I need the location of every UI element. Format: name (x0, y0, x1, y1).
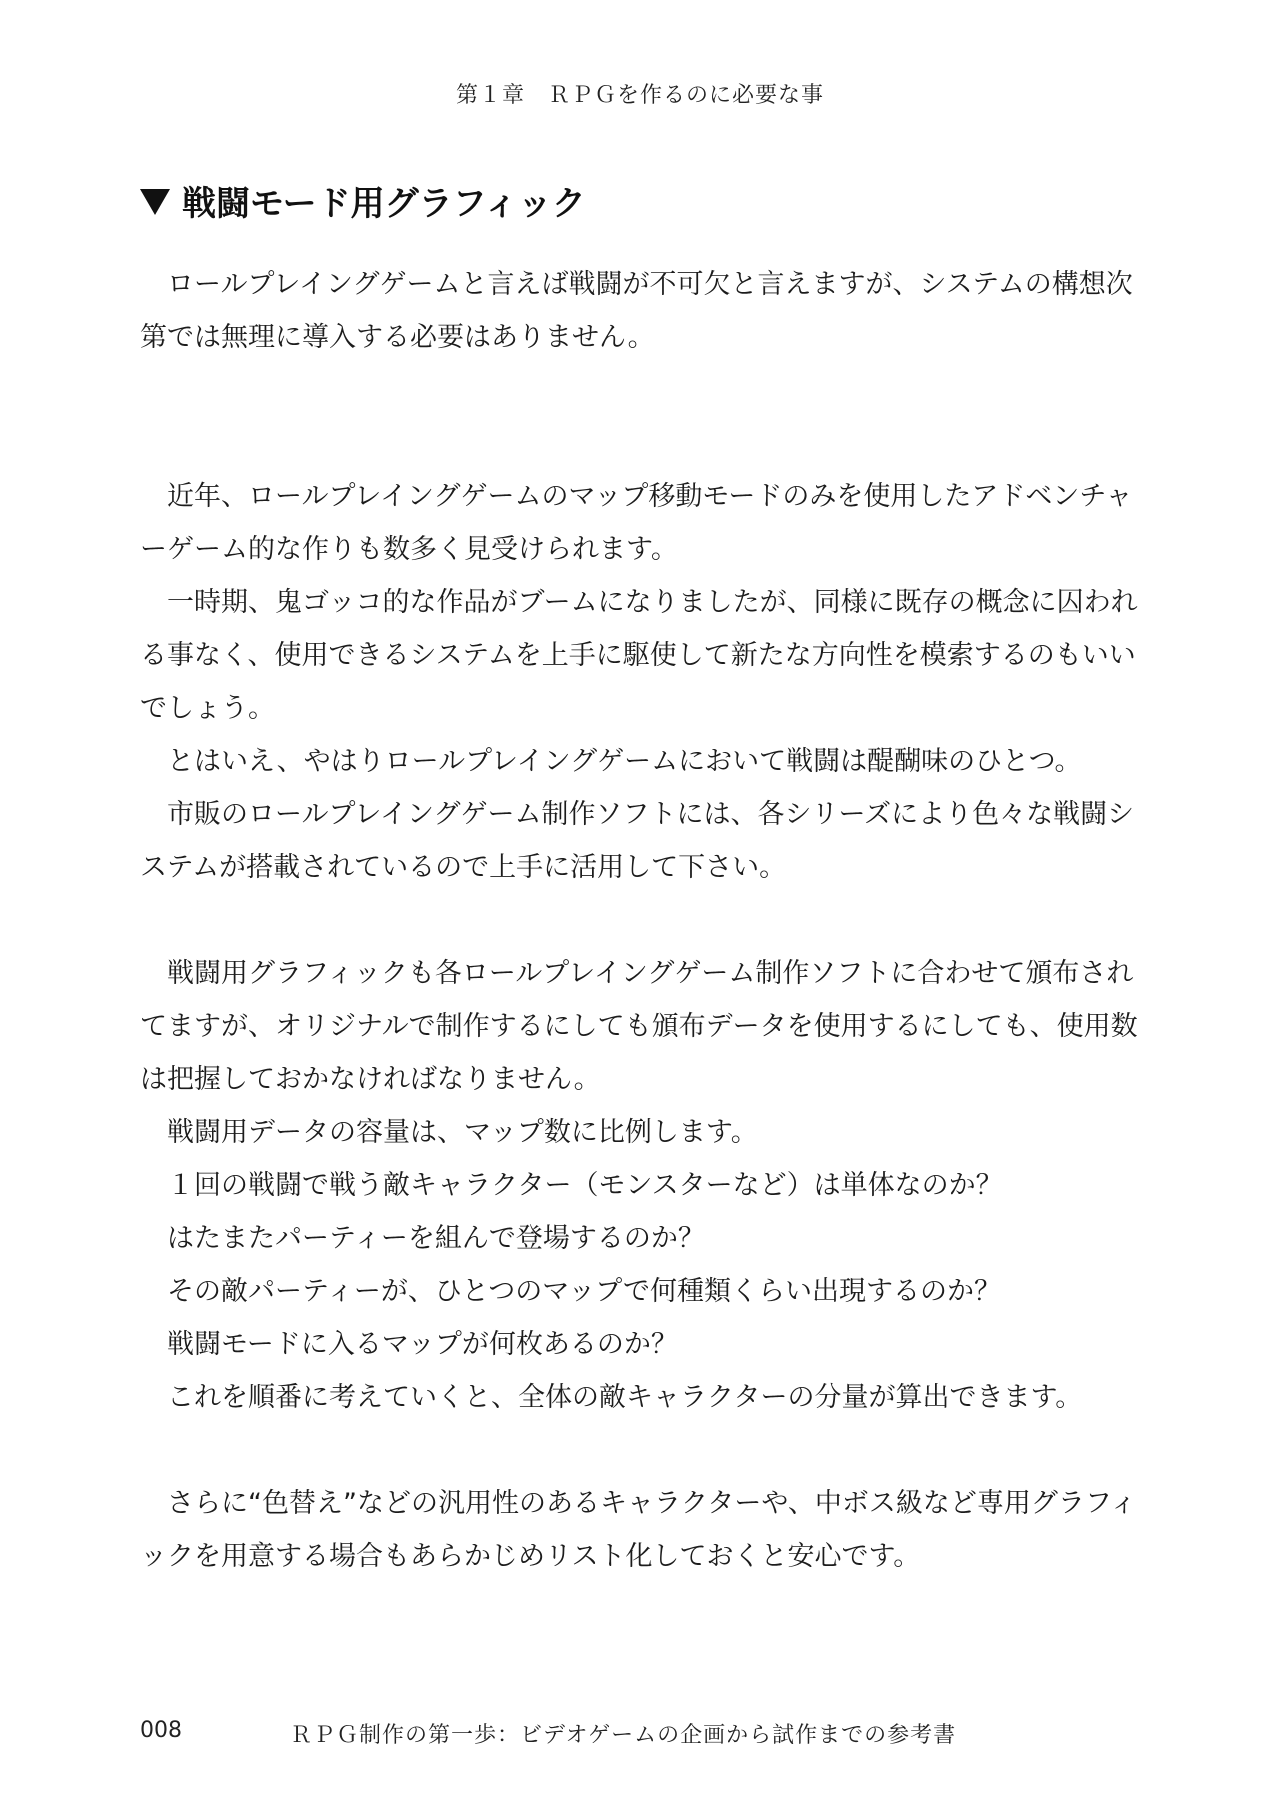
paragraph: とはいえ、やはりロールプレイングゲームにおいて戦闘は醍醐味のひとつ。 (167, 746, 1082, 777)
section-title: 戦闘モード用グラフィック (182, 184, 586, 224)
section-heading (140, 176, 586, 225)
body-text (140, 258, 1140, 1583)
paragraph: 市販のロールプレイングゲーム制作ソフトには、各シリーズにより色々な戦闘システムが搭載されているので上手に活用して下さい。 (140, 799, 1135, 883)
paragraph: 戦闘モードに入るマップが何枚あるのか？ (167, 1329, 678, 1360)
paragraph: さらに“色替え”などの汎用性のあるキャラクターや、中ボス級など専用グラフィックを用意する場合もあらかじめリスト化しておくと安心です。 (140, 1488, 1137, 1572)
paragraph: 戦闘用グラフィックも各ロールプレイングゲーム制作ソフトに合わせて頒布されてますが、オリジナルで制作するにしても頒布データを使用するにしても、使用数は把握しておかなければなりません。 (140, 958, 1138, 1095)
paragraph: 一時期、鬼ゴッコ的な作品がブームになりましたが、同様に既存の概念に囚われる事なく、使用できるシステムを上手に駆使して新たな方向性を模索するのもいいでしょう。 (140, 587, 1138, 724)
book-title: ＲＰＧ制作の第一歩：ビデオゲームの企画から試作までの参考書 (290, 1723, 957, 1748)
paragraph: はたまたパーティーを組んで登場するのか？ (167, 1223, 705, 1254)
paragraph-gap (140, 417, 1140, 470)
paragraph: その敵パーティーが、ひとつのマップで何種類くらい出現するのか？ (167, 1276, 1002, 1307)
page-number: 008 (140, 1718, 182, 1743)
paragraph: 近年、ロールプレイングゲームのマップ移動モードのみを使用したアドベンチャーゲーム的な作りも数多く見受けられます。 (140, 481, 1133, 565)
paragraph-gap (140, 364, 1140, 417)
running-header: 第１章 ＲＰＧを作るのに必要な事 (455, 83, 824, 108)
paragraph: １回の戦闘で戦う敵キャラクター（モンスターなど）は単体なのか？ (167, 1170, 1003, 1201)
paragraph-gap (140, 1424, 1140, 1477)
paragraph: ロールプレイングゲームと言えば戦闘が不可欠と言えますが、システムの構想次第では無理に導入する必要はありません。 (140, 269, 1133, 353)
paragraph: これを順番に考えていくと、全体の敵キャラクターの分量が算出できます。 (167, 1382, 1083, 1413)
paragraph-gap (140, 894, 1140, 947)
triangle-down-icon (140, 189, 170, 215)
paragraph: 戦闘用データの容量は、マップ数に比例します。 (167, 1117, 758, 1148)
